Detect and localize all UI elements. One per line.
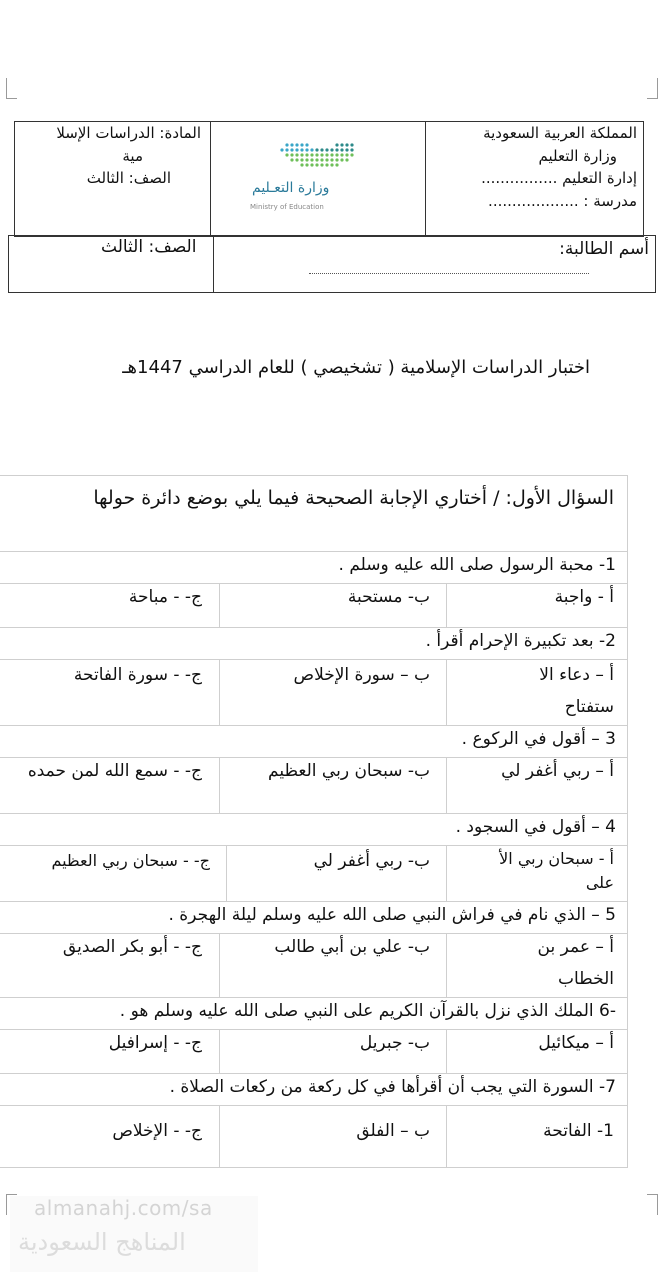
question-6-text: -6 الملك الذي نزل بالقرآن الكريم على النبي صلى الله عليه وسلم هو . <box>119 1001 616 1021</box>
table-border <box>0 845 628 846</box>
logo-english-text: Ministry of Education <box>250 203 324 211</box>
table-border <box>0 627 628 628</box>
crop-mark-top-left <box>6 78 17 99</box>
q5-option-a[interactable]: أ – عمر بن <box>537 937 614 957</box>
q6-option-b[interactable]: ب- جبريل <box>359 1033 430 1053</box>
table-border <box>0 475 628 476</box>
table-border <box>0 1105 628 1106</box>
table-border <box>219 659 220 725</box>
ministry-text: وزارة التعليم <box>538 147 617 165</box>
table-border <box>446 1029 447 1073</box>
table-border <box>0 901 628 902</box>
student-row-divider <box>213 236 214 292</box>
q2-option-b[interactable]: ب – سورة الإخلاص <box>293 665 430 685</box>
q2-option-a-cont: ستفتاح <box>564 697 614 717</box>
q6-option-a[interactable]: أ – ميكائيل <box>538 1033 614 1053</box>
question-7-text: 7- السورة التي يجب أن أقرأها في كل ركعة من ركعات الصلاة . <box>169 1077 616 1097</box>
q7-option-b[interactable]: ب – الفلق <box>356 1121 430 1141</box>
question-4-text: 4 – أقول في السجود . <box>455 817 616 837</box>
q7-option-a[interactable]: 1- الفاتحة <box>543 1121 614 1141</box>
q1-option-a[interactable]: أ - واجبة <box>554 587 614 607</box>
question-5-text: 5 – الذي نام في فراش النبي صلى الله عليه وسلم ليلة الهجرة . <box>168 905 616 925</box>
q6-option-c[interactable]: ج- - إسرافيل <box>108 1033 202 1053</box>
q3-option-b[interactable]: ب- سبحان ربي العظيم <box>268 761 430 781</box>
q1-option-c[interactable]: ج- - مباحة <box>128 587 202 607</box>
header-subject-cell <box>15 122 211 236</box>
table-border <box>0 1029 628 1030</box>
student-info-row <box>8 235 656 293</box>
table-border <box>219 1105 220 1167</box>
grade-text: الصف: الثالث <box>86 169 171 187</box>
question-1-text: 1- محبة الرسول صلى الله عليه وسلم . <box>338 555 616 575</box>
q5-option-a-cont: الخطاب <box>557 969 614 989</box>
section-title: السؤال الأول: / أختاري الإجابة الصحيحة فيما يلي بوضع دائرة حولها <box>93 487 614 509</box>
table-border <box>446 757 447 813</box>
school-text: مدرسة : ................... <box>488 192 637 210</box>
edu-admin-text: إدارة التعليم ................ <box>481 169 637 187</box>
q4-option-a[interactable]: أ - سبحان ربي الأ <box>499 849 614 868</box>
student-name-label: أسم الطالبة: <box>559 239 649 259</box>
q5-option-b[interactable]: ب- علي بن أبي طالب <box>274 937 430 957</box>
exam-title: اختبار الدراسات الإسلامية ( تشخيصي ) للعام الدراسي 1447هـ <box>122 357 590 378</box>
q4-option-b[interactable]: ب- ربي أغفر لي <box>313 851 430 871</box>
watermark-url: almanahj.com/sa <box>34 1196 213 1220</box>
table-border <box>0 659 628 660</box>
student-name-line[interactable] <box>309 273 589 274</box>
kingdom-text: المملكة العربية السعودية <box>483 124 637 142</box>
question-2-text: 2- بعد تكبيرة الإحرام أقرأ . <box>425 631 616 651</box>
table-border <box>0 813 628 814</box>
questions-table <box>0 475 628 1167</box>
table-border <box>0 551 628 552</box>
table-border <box>446 583 447 627</box>
subject-text-1: المادة: الدراسات الإسلا <box>56 124 201 142</box>
table-border <box>627 475 628 1167</box>
table-border <box>219 1029 220 1073</box>
table-border <box>446 1105 447 1167</box>
table-border <box>0 933 628 934</box>
table-border <box>0 583 628 584</box>
q5-option-c[interactable]: ج- - أبو بكر الصديق <box>62 937 202 957</box>
q2-option-a[interactable]: أ – دعاء الا <box>539 665 614 685</box>
table-border <box>0 757 628 758</box>
watermark-site-name: المناهج السعودية <box>18 1228 186 1256</box>
table-border <box>0 725 628 726</box>
table-border <box>446 659 447 725</box>
table-border <box>0 997 628 998</box>
crop-mark-bottom-right <box>647 1194 658 1215</box>
q3-option-c[interactable]: ج- - سمع الله لمن حمده <box>27 761 202 781</box>
header-kingdom-cell <box>425 122 643 236</box>
q7-option-c[interactable]: ج- - الإخلاص <box>112 1121 202 1141</box>
question-3-text: 3 – أقول في الركوع . <box>461 729 616 749</box>
crop-mark-top-right <box>647 78 658 99</box>
q4-option-c[interactable]: ج- - سبحان ربي العظيم <box>51 851 210 870</box>
subject-text-2: مية <box>122 147 143 165</box>
table-border <box>219 933 220 997</box>
table-border <box>219 757 220 813</box>
student-grade-text: الصف: الثالث <box>101 237 197 257</box>
q1-option-b[interactable]: ب- مستحبة <box>347 587 430 607</box>
q2-option-c[interactable]: ج- - سورة الفاتحة <box>73 665 202 685</box>
table-border <box>446 845 447 901</box>
table-border <box>0 1167 628 1168</box>
logo-dots-icon <box>280 143 353 166</box>
table-border <box>446 933 447 997</box>
table-border <box>219 583 220 627</box>
logo-arabic-text: وزارة التعـليم <box>252 180 330 196</box>
q3-option-a[interactable]: أ – ربي أغفر لي <box>501 761 614 781</box>
table-border <box>226 845 227 901</box>
q4-option-a-cont: على <box>585 873 614 892</box>
table-border <box>0 1073 628 1074</box>
